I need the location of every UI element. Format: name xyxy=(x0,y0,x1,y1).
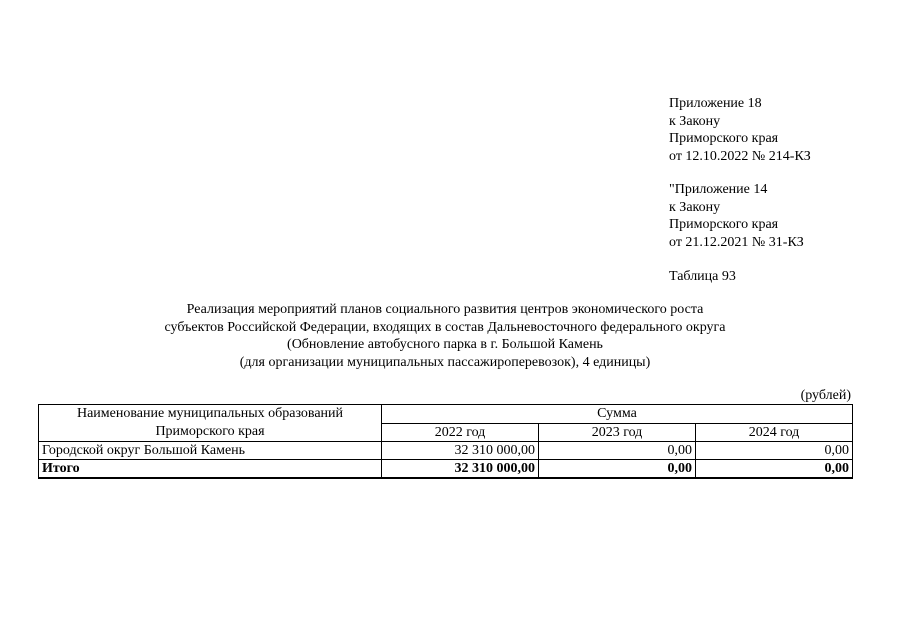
total-label: Итого xyxy=(39,460,382,479)
units-label: (рублей) xyxy=(800,388,851,403)
table-number: Таблица 93 xyxy=(669,269,736,284)
annex-line: Приморского края xyxy=(669,131,779,146)
row-name: Городской округ Большой Камень xyxy=(39,442,382,460)
annex-line: от 21.12.2021 № 31-КЗ xyxy=(669,234,804,250)
title-line: (Обновление автобусного парка в г. Большой Камень xyxy=(287,337,603,352)
column-header-year: 2023 год xyxy=(539,423,696,442)
table-header-row xyxy=(39,405,853,424)
annex-line: Приморского края xyxy=(669,217,779,232)
annex-line: к Закону xyxy=(669,113,721,129)
title-line: (для организации муниципальных пассажироперевозок), 4 единицы) xyxy=(239,354,651,370)
total-value: 32 310 000,00 xyxy=(382,460,539,479)
previous-annex-reference xyxy=(669,181,804,251)
total-value: 0,00 xyxy=(696,460,853,479)
document-title xyxy=(38,301,852,371)
column-header-year: 2024 год xyxy=(696,423,853,442)
table-total-row xyxy=(39,460,853,479)
row-value: 0,00 xyxy=(539,442,696,460)
annex-line: от 12.10.2022 № 214-КЗ xyxy=(669,148,811,164)
title-line: субъектов Российской Федерации, входящих в состав Дальневосточного федерального округа xyxy=(164,319,726,335)
column-header-sum: Сумма xyxy=(382,405,853,424)
table-row xyxy=(39,442,853,460)
row-value: 0,00 xyxy=(696,442,853,460)
title-line: Реализация мероприятий планов социального развития центров экономического роста xyxy=(186,302,704,317)
column-header-year: 2022 год xyxy=(382,423,539,442)
budget-table xyxy=(38,404,853,479)
annex-line: "Приложение 14 xyxy=(669,182,768,197)
annex-reference xyxy=(669,95,811,165)
column-header-name: Наименование муниципальных образований Приморского края xyxy=(39,405,382,442)
total-value: 0,00 xyxy=(539,460,696,479)
row-value: 32 310 000,00 xyxy=(382,442,539,460)
annex-line: Приложение 18 xyxy=(669,96,762,111)
annex-line: к Закону xyxy=(669,199,721,215)
